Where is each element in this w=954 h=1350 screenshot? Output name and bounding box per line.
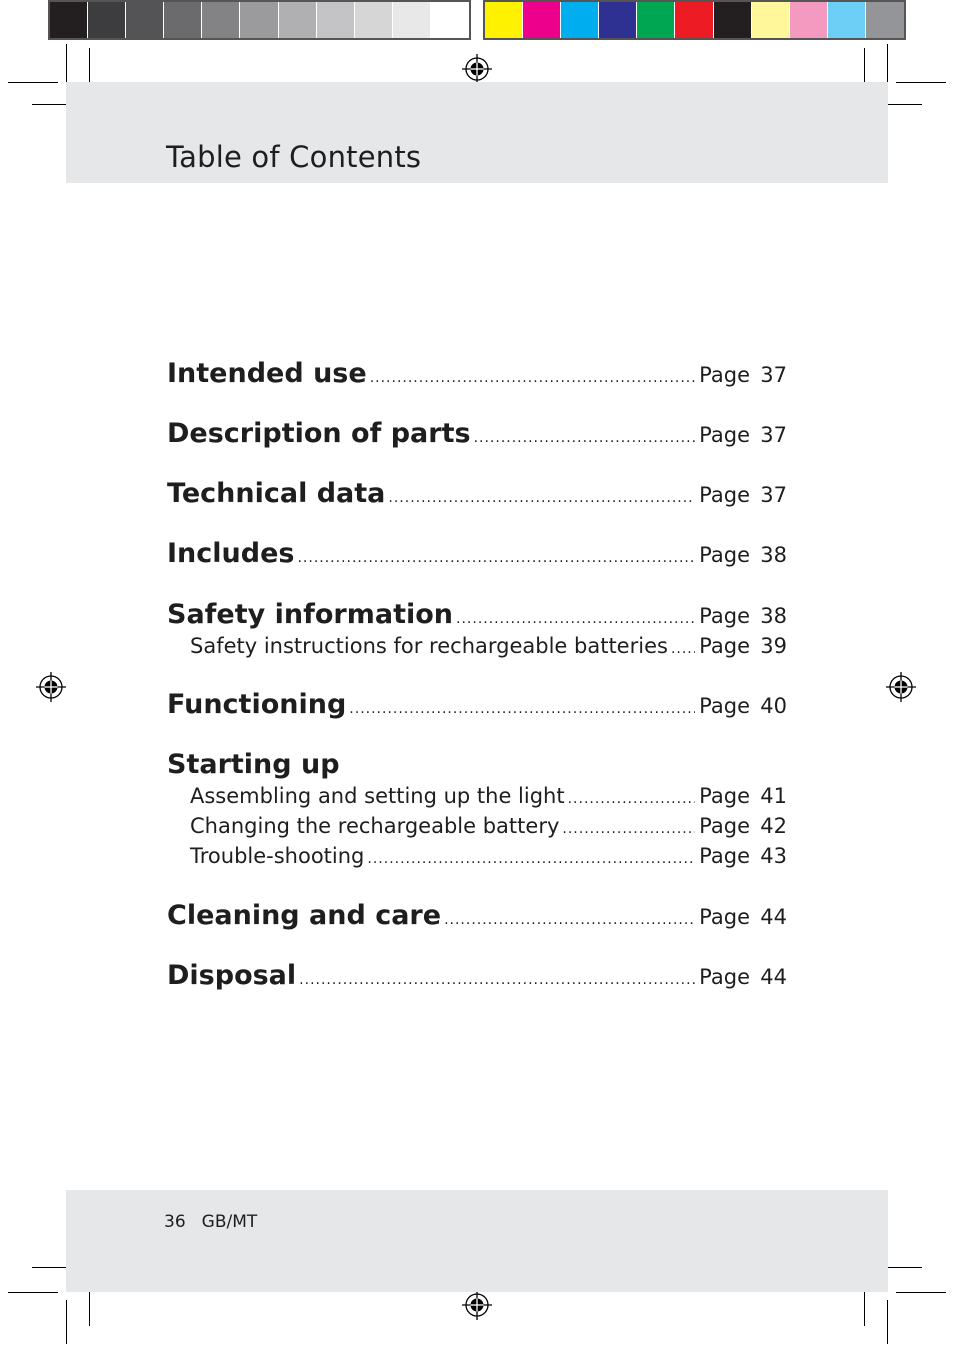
dot-leader (562, 821, 695, 837)
dot-leader (370, 370, 695, 386)
toc-entry-title: Technical data (167, 478, 386, 509)
crop-mark (8, 1292, 58, 1293)
page-label: Page (699, 543, 750, 567)
page-number-ref: 44 (760, 905, 787, 929)
toc-entry-title: Assembling and setting up the light (190, 784, 565, 808)
toc-entry-title: Functioning (167, 689, 347, 720)
toc-entry-title: Safety instructions for rechargeable batteries (190, 634, 668, 658)
toc-subentry[interactable] (190, 784, 787, 808)
dot-leader (456, 611, 695, 627)
dot-leader (388, 490, 695, 506)
toc-entry-title: Starting up (167, 749, 340, 780)
page-label: Page (699, 965, 750, 989)
color-swatch (714, 2, 752, 38)
toc-entry[interactable] (167, 358, 787, 389)
color-swatch (866, 2, 904, 38)
toc-entry[interactable] (167, 960, 787, 991)
color-swatch (523, 2, 561, 38)
page-label: Page (699, 363, 750, 387)
gray-swatch (355, 2, 393, 38)
toc-subentry[interactable] (190, 844, 787, 868)
page-number-ref: 41 (760, 784, 787, 808)
gray-swatch (88, 2, 126, 38)
page-number-ref: 38 (760, 543, 787, 567)
toc-entry-title: Includes (167, 538, 295, 569)
crop-mark (8, 82, 58, 83)
toc-entry[interactable] (167, 689, 787, 720)
toc-entry[interactable] (167, 478, 787, 509)
registration-mark-icon (462, 1290, 492, 1320)
color-swatch (485, 2, 523, 38)
gray-swatch (202, 2, 240, 38)
footer-text (164, 1212, 257, 1232)
color-swatch (828, 2, 866, 38)
page-number-ref: 44 (760, 965, 787, 989)
page-label: Page (699, 483, 750, 507)
page-label: Page (699, 634, 750, 658)
page-label: Page (699, 423, 750, 447)
page-number: 36 (164, 1212, 186, 1232)
toc-entry[interactable] (167, 538, 787, 569)
gray-swatch (126, 2, 164, 38)
gray-swatch (240, 2, 278, 38)
dot-leader (474, 430, 696, 446)
dot-leader (367, 851, 695, 867)
registration-mark-icon (462, 54, 492, 84)
page-label: Page (699, 694, 750, 718)
gray-swatch (164, 2, 202, 38)
color-swatch (790, 2, 828, 38)
toc-entry-title: Disposal (167, 960, 297, 991)
gray-swatch (431, 2, 469, 38)
crop-mark (66, 44, 67, 82)
registration-mark-icon (886, 672, 916, 702)
toc-entry-title: Intended use (167, 358, 367, 389)
footer-band (66, 1190, 888, 1292)
color-swatch (599, 2, 637, 38)
toc-heading[interactable] (167, 749, 787, 780)
gray-swatch (393, 2, 431, 38)
page-number-ref: 43 (760, 844, 787, 868)
color-swatch (637, 2, 675, 38)
page-label: Page (699, 604, 750, 628)
crop-mark (887, 1300, 888, 1344)
registration-mark-icon (36, 672, 66, 702)
dot-leader (568, 791, 696, 807)
color-swatch (561, 2, 599, 38)
header-band (66, 82, 888, 183)
dot-leader (349, 701, 695, 717)
page-number-ref: 39 (760, 634, 787, 658)
toc-entry-title: Safety information (167, 599, 454, 630)
page-label: Page (699, 905, 750, 929)
crop-mark (896, 82, 946, 83)
page-number-ref: 37 (760, 423, 787, 447)
color-swatch (752, 2, 790, 38)
toc-entry[interactable] (167, 900, 787, 931)
color-swatch (675, 2, 713, 38)
toc-entry-title: Description of parts (167, 418, 471, 449)
grayscale-color-bar (48, 0, 471, 40)
language-code: GB/MT (201, 1212, 258, 1232)
process-color-bar (483, 0, 906, 40)
gray-swatch (50, 2, 88, 38)
dot-leader (299, 972, 695, 988)
dot-leader (444, 912, 695, 928)
toc-entry[interactable] (167, 418, 787, 449)
page-number-ref: 38 (760, 604, 787, 628)
toc-subentry[interactable] (190, 814, 787, 838)
dot-leader (297, 550, 695, 566)
page-number-ref: 37 (760, 363, 787, 387)
page-number-ref: 40 (760, 694, 787, 718)
crop-mark (66, 1300, 67, 1344)
page-title: Table of Contents (166, 140, 422, 174)
toc-entry-title: Trouble-shooting (190, 844, 365, 868)
crop-mark (89, 1286, 90, 1326)
toc-entry-title: Changing the rechargeable battery (190, 814, 560, 838)
page-number-ref: 42 (760, 814, 787, 838)
crop-mark (887, 44, 888, 82)
page-number-ref: 37 (760, 483, 787, 507)
gray-swatch (317, 2, 355, 38)
toc-entry-title: Cleaning and care (167, 900, 442, 931)
page-label: Page (699, 814, 750, 838)
toc-subentry[interactable] (190, 634, 787, 658)
gray-swatch (279, 2, 317, 38)
dot-leader (671, 641, 695, 657)
page-label: Page (699, 844, 750, 868)
crop-mark (864, 1286, 865, 1326)
crop-mark (896, 1292, 946, 1293)
toc-entry[interactable] (167, 599, 787, 630)
page-label: Page (699, 784, 750, 808)
